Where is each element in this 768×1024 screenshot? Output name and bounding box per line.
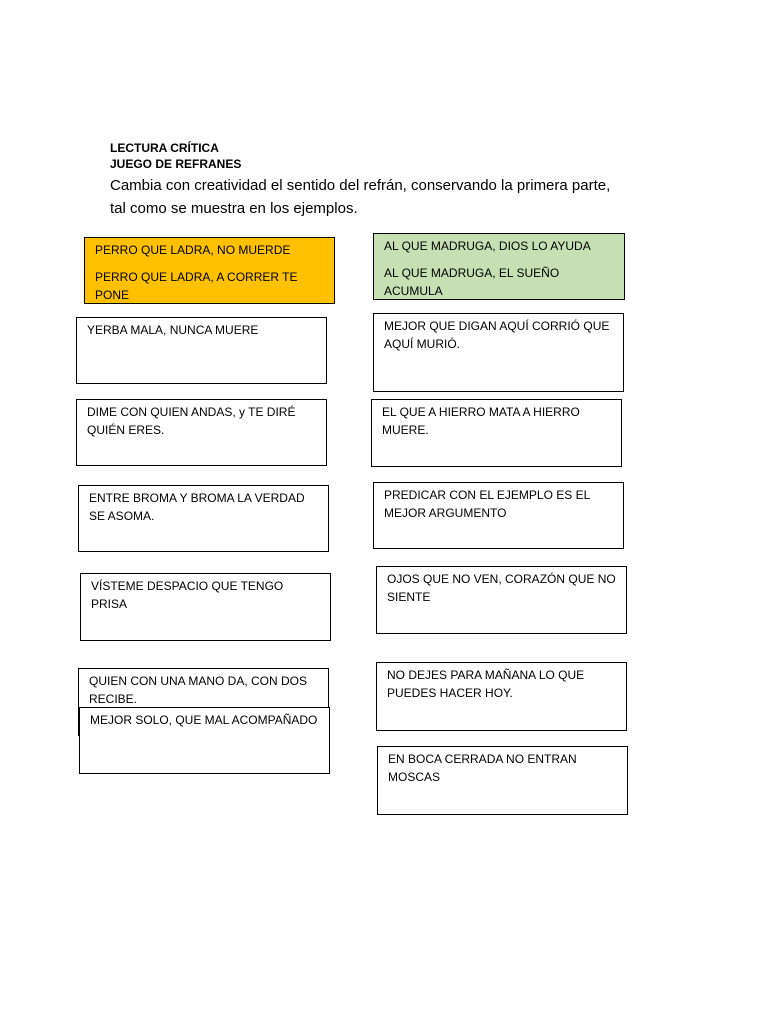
example-original-proverb: PERRO QUE LADRA, NO MUERDE — [95, 243, 291, 257]
proverb-text: PREDICAR CON EL EJEMPLO ES EL MEJOR ARGUMENTO — [384, 488, 590, 520]
example-changed-proverb: AL QUE MADRUGA, EL SUEÑO ACUMULA — [384, 266, 560, 298]
example-changed-proverb: PERRO QUE LADRA, A CORRER TE PONE — [95, 270, 298, 302]
proverb-box — [76, 317, 327, 384]
example-box-yellow — [84, 237, 335, 304]
proverb-text: DIME CON QUIEN ANDAS, y TE DIRÉ QUIÉN ERES. — [87, 405, 296, 437]
proverb-box — [80, 573, 331, 641]
example-box-green — [373, 233, 625, 300]
proverb-box — [376, 566, 627, 634]
proverb-text: ENTRE BROMA Y BROMA LA VERDAD SE ASOMA. — [89, 491, 305, 523]
instructions-text: Cambia con creatividad el sentido del refrán, conservando la primera parte, tal como se muestra en los ejemplos. — [110, 177, 611, 217]
proverb-box — [371, 399, 622, 467]
proverb-box — [78, 485, 329, 552]
proverb-text: OJOS QUE NO VEN, CORAZÓN QUE NO SIENTE — [387, 572, 616, 604]
document-title: LECTURA CRÍTICA — [110, 141, 219, 155]
proverb-box — [376, 662, 627, 731]
proverb-text: VÍSTEME DESPACIO QUE TENGO PRISA — [91, 579, 284, 611]
proverb-box — [373, 482, 624, 549]
proverb-text: EL QUE A HIERRO MATA A HIERRO MUERE. — [382, 405, 580, 437]
proverb-box — [373, 313, 624, 392]
proverb-box — [377, 746, 628, 815]
proverb-text: EN BOCA CERRADA NO ENTRAN MOSCAS — [388, 752, 577, 784]
proverb-text: YERBA MALA, NUNCA MUERE — [87, 323, 259, 337]
proverb-box — [76, 399, 327, 466]
proverb-text: MEJOR SOLO, QUE MAL ACOMPAÑADO — [90, 713, 318, 727]
proverb-text: NO DEJES PARA MAÑANA LO QUE PUEDES HACER HOY. — [387, 668, 585, 700]
example-original-proverb: AL QUE MADRUGA, DIOS LO AYUDA — [384, 239, 591, 253]
proverb-text: QUIEN CON UNA MANO DA, CON DOS RECIBE. — [89, 674, 308, 706]
proverb-text: MEJOR QUE DIGAN AQUÍ CORRIÓ QUE AQUÍ MURIÓ. — [384, 319, 610, 351]
document-subtitle: JUEGO DE REFRANES — [110, 157, 242, 171]
proverb-box — [79, 707, 330, 774]
